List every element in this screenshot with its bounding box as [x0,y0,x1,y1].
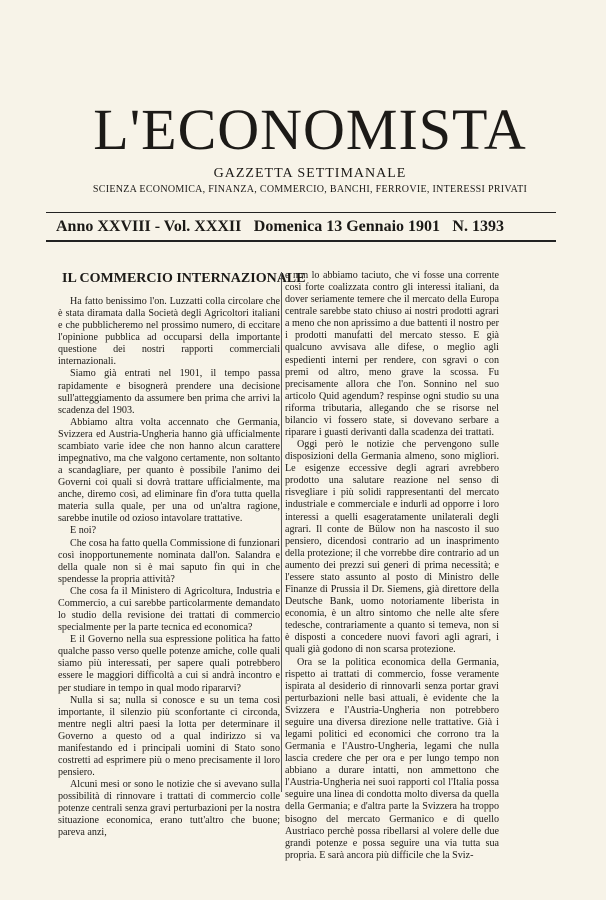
paragraph: Alcuni mesi or sono le notizie che si avevano sulla possibilità di rinnovare i trattati di commercio colle potenze centrali senza gravi perturbazioni per la nostra situazione economica, erano tutt'altro che buone; pareva anzi, [58,779,280,839]
publication-tagline: SCIENZA ECONOMICA, FINANZA, COMMERCIO, BANCHI, FERROVIE, INTERESSI PRIVATI [92,184,528,195]
paragraph: e non lo abbiamo taciuto, che vi fosse una corrente così forte coalizzata contro gli interessi italiani, da dover seriamente temere che il mercato della Europa centrale sarebbe stato chiuso ai nostri prodotti agrari a meno che non aprissimo a due battenti il nostro per i prodotti manufatti del mercato stesso. E già qualcuno avvisava alle difese, o meglio agli espedienti interni per rendere, con sgravi o con premi od altro, meno grave la scossa. Fu precisamente allora che l'on. Sonnino nel suo articolo Quid agendum? respinse ogni studio su una riforma tributaria, allegando che se risorse nel bilancio vi fossero state, si dovevano serbare a riparare i guasti derivanti dalla scadenza dei trattati. [285,270,499,439]
issue-number: N. 1393 [452,218,504,235]
article-heading: IL COMMERCIO INTERNAZIONALE [62,271,306,286]
issue-line [56,218,504,236]
paragraph: Che cosa fa il Ministero di Agricoltura, Industria e Commercio, a cui sarebbe particolarmente demandato lo studio della revisione dei trattati di commercio specialmente per la parte tecnica ed economica? [58,585,280,634]
publication-subtitle: GAZZETTA SETTIMANALE [213,166,407,181]
article-column-left [58,270,306,840]
paragraph: Ora se la politica economica della Germania, rispetto ai trattati di commercio, fosse veramente ispirata al desiderio di rinnovarli senza portar gravi perturbazioni nelle basi attuali, è evidente che la Svizzera e l'Austria-Ungheria non potrebbero seguire una diversa direzione nelle trattative. Già i legami politici ed economici che corrono tra la Germania e l'Austro-Ungheria, legami che nulla lascia credere che per ora e per lungo tempo non abbiano a durare intatti, non ammettono che l'Austria-Ungheria nei suoi rapporti col l'Italia possa seguire una linea di condotta molto diversa da quella della Germania; e d'altra parte la Svizzera ha troppo bisogno del mercato Germanico e di quello Austriaco perchè possa ribellarsi al volere delle due grandi potenze e possa seguire una via tutta sua propria. E sarà ancora più difficile che la Sviz- [285,656,499,861]
paragraph: E il Governo nella sua espressione politica ha fatto qualche passo verso quelle potenze amiche, colle quali siamo più interessati, per sapere quali potrebbero essere le maggiori difficoltà a cui si andrà incontro e per studiare in tempo in qual modo ripararvi? [58,634,280,694]
paragraph: Oggi però le notizie che pervengono sulle disposizioni della Germania almeno, sono migliori. Le esigenze eccessive degli agrari avrebbero prodotto una salutare reazione nel senso di risvegliare i più solidi rappresentanti del mercato industriale e commerciale e indurli ad opporre i loro interessi a quelli esageratamente unilaterali degli agrari. Il conte de Bülow non ha nascosto il suo pensiero, dicendosi contrario ad un inasprimento della protezione; il che vorrebbe dire contrario ad un aumento dei prezzi sui generi di prima necessità; e l'essere stato assunto al posto di Ministro delle Finanze di Prussia il Dr. Siemens, già direttore della Deutsche Bank, uomo notoriamente liberista in economia, è un altro sintomo che nelle alte sfere tedesche, contrariamente a quanto si temeva, non si è disposti a concedere nuovi favori agli agrari, i quali già godono di non scarsa protezione. [285,439,499,656]
masthead [60,97,560,195]
publication-title: L'ECONOMISTA [93,97,527,162]
paragraph: Nulla si sa; nulla si conosce e su un tema così importante, il silenzio più sconfortante ci circonda, mentre negli altri paesi la lotta per determinare il Governo a questo od a qual indirizzo si va manifestando ed i principali uomini di Stato sono costretti ad esprimere più o meno precisamente il loro pensiero. [58,694,280,779]
issue-date: Domenica 13 Gennaio 1901 [253,218,441,235]
top-rule [46,212,556,213]
article-column-right [285,270,499,862]
paragraph: Ha fatto benissimo l'on. Luzzatti colla circolare che è stata diramata dalla Società degli Agricoltori italiani e che pubblicheremo nel prossimo numero, di eccitare l'opinione pubblica ad occuparsi della importante questione dei nostri rapporti commerciali internazionali. [58,296,280,368]
paragraph: Abbiamo altra volta accennato che Germania, Svizzera ed Austria-Ungheria hanno già ufficialmente scambiato varie idee che non hanno alcun carattere impegnativo, ma che valgono certamente, non soltanto a scandagliare, per quanto è possibile l'animo dei Governi coi quali si dovrà trattare ufficialmente, ma anche, diremo così, ad eliminare fin d'ora tutta quella materia sulla quale, per una od un'altra ragione, sarebbe inutile od ozioso intavolare trattative. [58,416,280,525]
issue-volume: Anno XXVIII - Vol. XXXII [56,218,242,235]
bottom-rule [46,240,556,242]
paragraph: Che cosa ha fatto quella Commissione di funzionari così inopportunemente nominata dall'on. Salandra e della quale non si è mai saputo fin qui in che spendesse la propria attività? [58,537,280,585]
paragraph: Siamo già entrati nel 1901, il tempo passa rapidamente e bisognerà prendere una decisione sull'atteggiamento da assumere ben prima che arrivi la scadenza del 1903. [58,368,280,416]
paragraph: E noi? [70,525,97,537]
column-divider [281,272,282,792]
